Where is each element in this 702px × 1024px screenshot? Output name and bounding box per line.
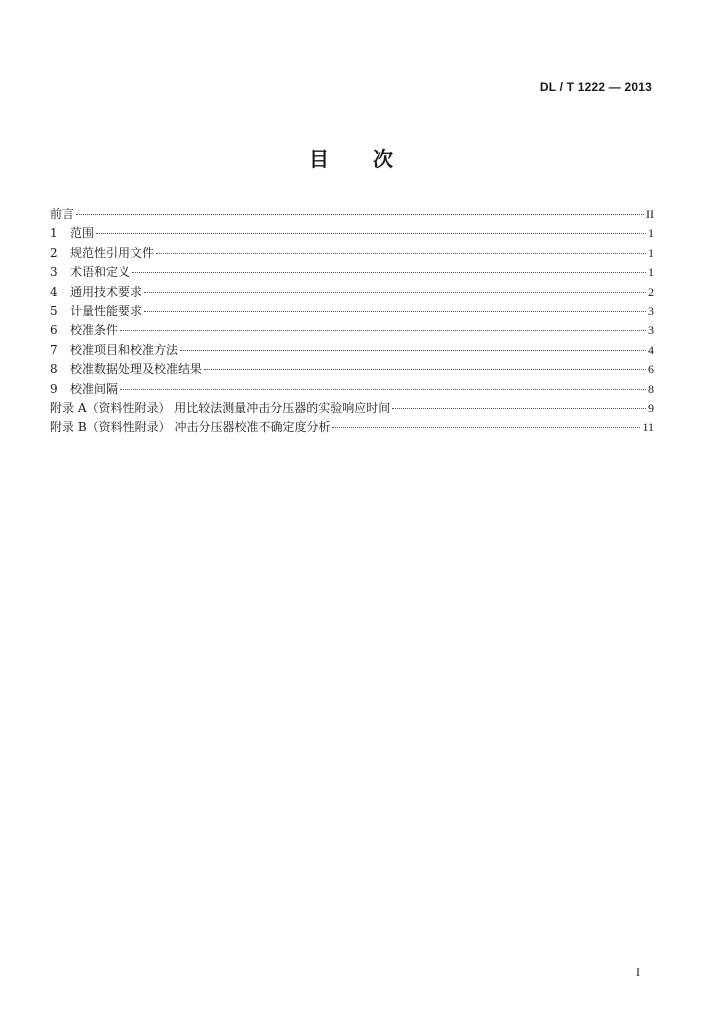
toc-entry-title: 规范性引用文件: [70, 245, 155, 260]
toc-entry-number: 2: [50, 245, 58, 260]
toc-entry-calibration-interval[interactable]: [50, 380, 654, 399]
dot-leader: [76, 213, 644, 215]
dot-leader: [144, 291, 646, 293]
toc-entry-page: 2: [648, 284, 654, 299]
toc-entry-page: 9: [648, 400, 654, 415]
toc-entry-title: 计量性能要求: [70, 303, 143, 318]
toc-entry-foreword[interactable]: [50, 205, 654, 224]
toc-entry-normative-references[interactable]: [50, 244, 654, 263]
toc-entry-title: 附录 B（资料性附录） 冲击分压器校准不确定度分析: [50, 420, 331, 435]
toc-entry-page: 1: [648, 245, 654, 260]
toc-entry-title: 校准间隔: [70, 381, 119, 396]
toc-entry-number: 8: [50, 362, 58, 377]
toc-entry-calibration-conditions[interactable]: [50, 321, 654, 340]
dot-leader: [120, 388, 646, 390]
toc-entry-number: 1: [50, 226, 58, 241]
dot-leader: [96, 232, 646, 234]
toc-entry-title: 附录 A（资料性附录） 用比较法测量冲击分压器的实验响应时间: [50, 400, 391, 415]
standard-code: DL / T 1222 — 2013: [539, 80, 652, 94]
toc-entry-title: 术语和定义: [70, 265, 131, 280]
toc-entry-title: 通用技术要求: [70, 284, 143, 299]
toc-entry-number: 4: [50, 284, 58, 299]
toc-entry-appendix-b[interactable]: [50, 418, 654, 437]
toc-entry-page: II: [646, 207, 654, 221]
toc-entry-page: 8: [648, 381, 654, 396]
toc-entry-page: 1: [648, 226, 654, 241]
dot-leader: [180, 349, 646, 351]
dot-leader: [132, 271, 646, 273]
table-of-contents: [50, 205, 654, 438]
page-number: I: [636, 965, 640, 979]
toc-title: 目次: [309, 147, 437, 171]
toc-entry-number: 6: [50, 323, 58, 338]
toc-entry-page: 3: [648, 303, 654, 318]
toc-entry-appendix-a[interactable]: [50, 399, 654, 418]
toc-entry-terms-definitions[interactable]: [50, 263, 654, 282]
toc-entry-metrological-requirements[interactable]: [50, 302, 654, 321]
dot-leader: [204, 368, 646, 370]
toc-entry-title: 范围: [70, 226, 95, 241]
toc-entry-number: 3: [50, 265, 58, 280]
toc-entry-number: 7: [50, 342, 58, 357]
toc-entry-scope[interactable]: [50, 224, 654, 243]
dot-leader: [392, 407, 646, 409]
toc-entry-page: 11: [642, 420, 654, 435]
toc-entry-title: 校准项目和校准方法: [70, 342, 179, 357]
toc-entry-page: 6: [648, 362, 654, 377]
toc-entry-title: 校准条件: [70, 323, 119, 338]
toc-entry-number: 5: [50, 303, 58, 318]
toc-entry-calibration-items-methods[interactable]: [50, 341, 654, 360]
toc-entry-title: 校准数据处理及校准结果: [70, 362, 203, 377]
toc-entry-page: 3: [648, 323, 654, 338]
toc-entry-data-processing-results[interactable]: [50, 360, 654, 379]
dot-leader: [332, 426, 640, 428]
dot-leader: [120, 329, 646, 331]
toc-entry-title: 前言: [50, 207, 75, 221]
dot-leader: [156, 252, 646, 254]
toc-entry-page: 1: [648, 265, 654, 280]
dot-leader: [144, 310, 646, 312]
toc-entry-general-requirements[interactable]: [50, 283, 654, 302]
toc-entry-number: 9: [50, 381, 58, 396]
toc-entry-page: 4: [648, 342, 654, 357]
